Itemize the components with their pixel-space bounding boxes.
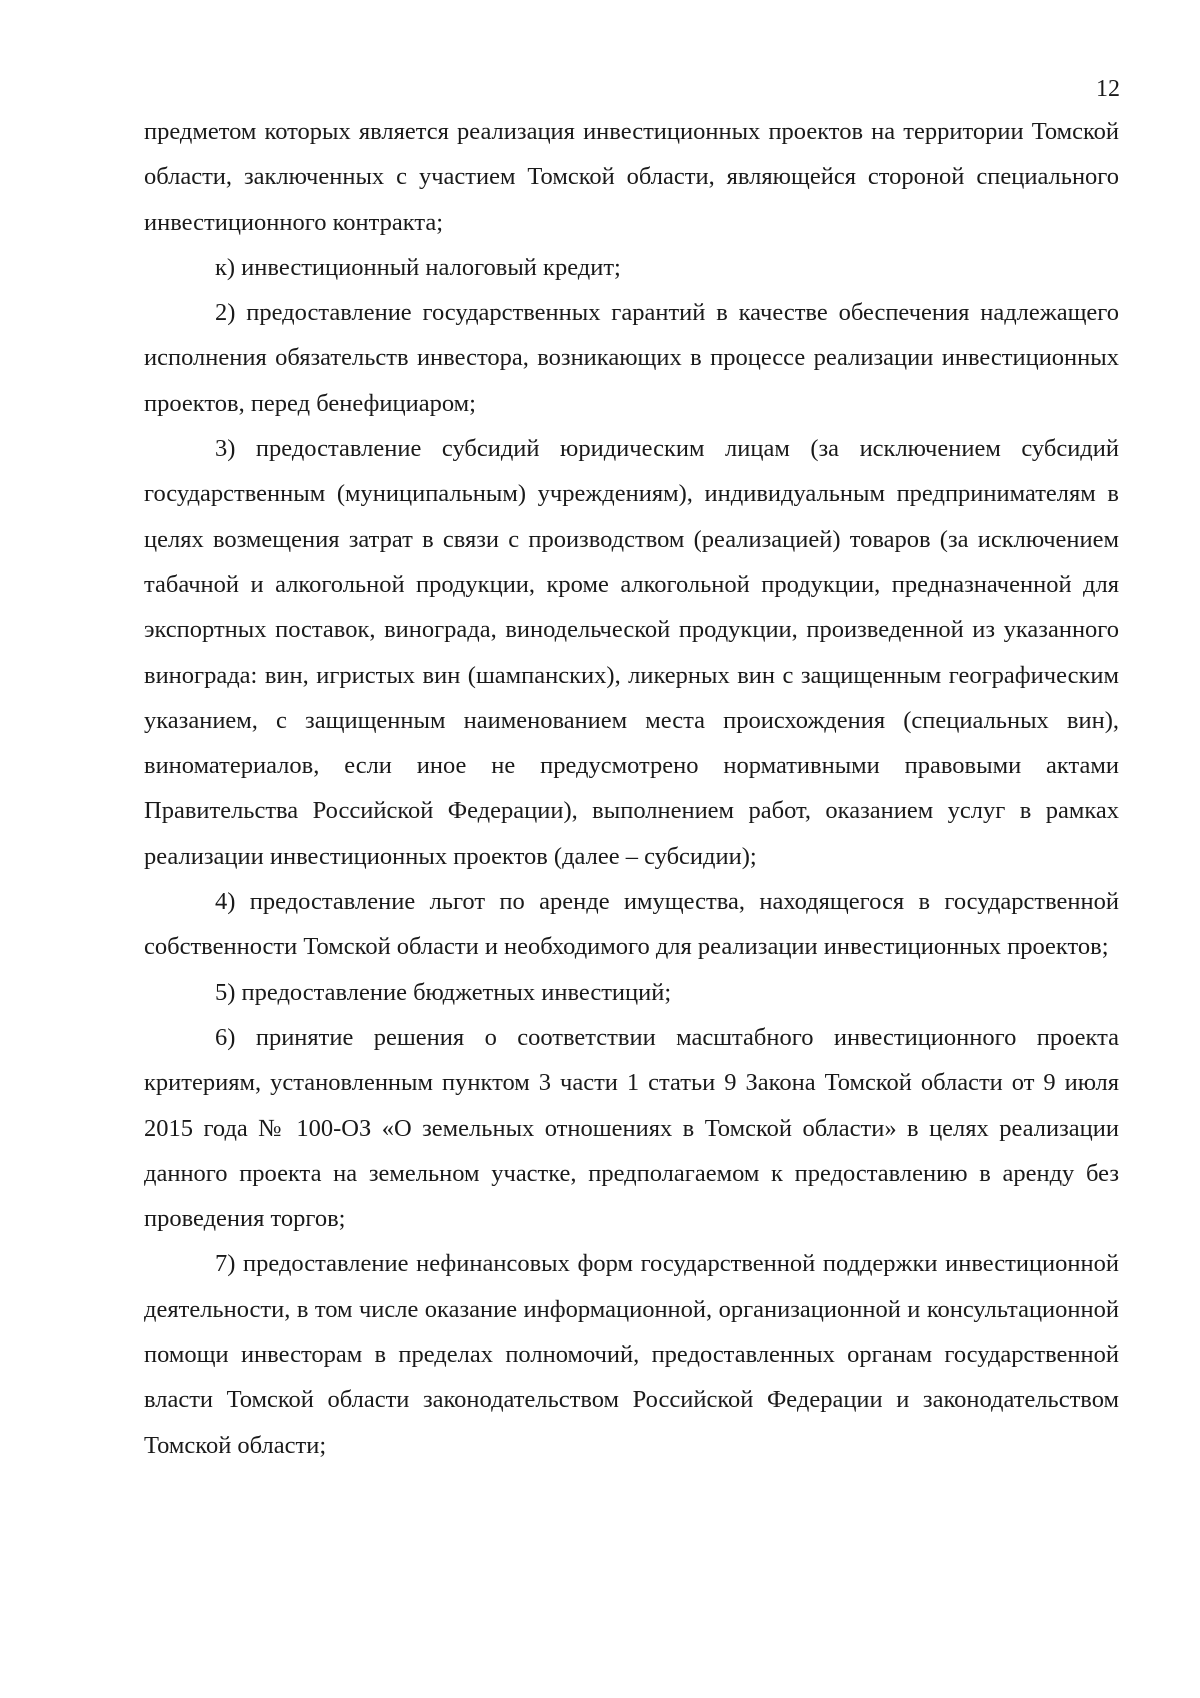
document-body [144, 109, 1119, 1468]
paragraph-item-7: 7) предоставление нефинансовых форм государственной поддержки инвестиционной деятельности, в том числе оказание информационной, организационной и консультационной помощи инвесторам в пределах полномочий, предоставленных органам государственной власти Томской области законодательством Российской Федерации и законодательством Томской области; [144, 1250, 1119, 1459]
paragraph-continuation: предметом которых является реализация инвестиционных проектов на территории Томской области, заключенных с участием Томской области, являющейся стороной специального инвестиционного контракта; [144, 118, 1119, 236]
paragraph-item-4: 4) предоставление льгот по аренде имущества, находящегося в государственной собственности Томской области и необходимого для реализации инвестиционных проектов; [144, 888, 1119, 961]
paragraph-item-k: к) инвестиционный налоговый кредит; [215, 253, 621, 281]
paragraph-item-5: 5) предоставление бюджетных инвестиций; [215, 978, 672, 1006]
paragraph-item-3: 3) предоставление субсидий юридическим лицам (за исключением субсидий государственным (муниципальным) учреждениям), индивидуальным предпринимателям в целях возмещения затрат в связи с производством (реализацией) товаров (за исключением табачной и алкогольной продукции, кроме алкогольной продукции, предназначенной для экспортных поставок, винограда, винодельческой продукции, произведенной из указанного винограда: вин, игристых вин (шампанских), ликерных вин с защищенным географическим указанием, с защищенным наименованием места происхождения (специальных вин), виноматериалов, если иное не предусмотрено нормативными правовыми актами Правительства Российской Федерации), выполнением работ, оказанием услуг в рамках реализации инвестиционных проектов (далее – субсидии); [144, 435, 1119, 870]
paragraph-item-6: 6) принятие решения о соответствии масштабного инвестиционного проекта критериям, установленным пунктом 3 части 1 статьи 9 Закона Томской области от 9 июля 2015 года № 100-ОЗ «О земельных отношениях в Томской области» в целях реализации данного проекта на земельном участке, предполагаемом к предоставлению в аренду без проведения торгов; [144, 1023, 1119, 1233]
page-number: 12 [1096, 76, 1120, 102]
paragraph-item-2: 2) предоставление государственных гарантий в качестве обеспечения надлежащего исполнения обязательств инвестора, возникающих в процессе реализации инвестиционных проектов, перед бенефициаром; [144, 299, 1119, 417]
